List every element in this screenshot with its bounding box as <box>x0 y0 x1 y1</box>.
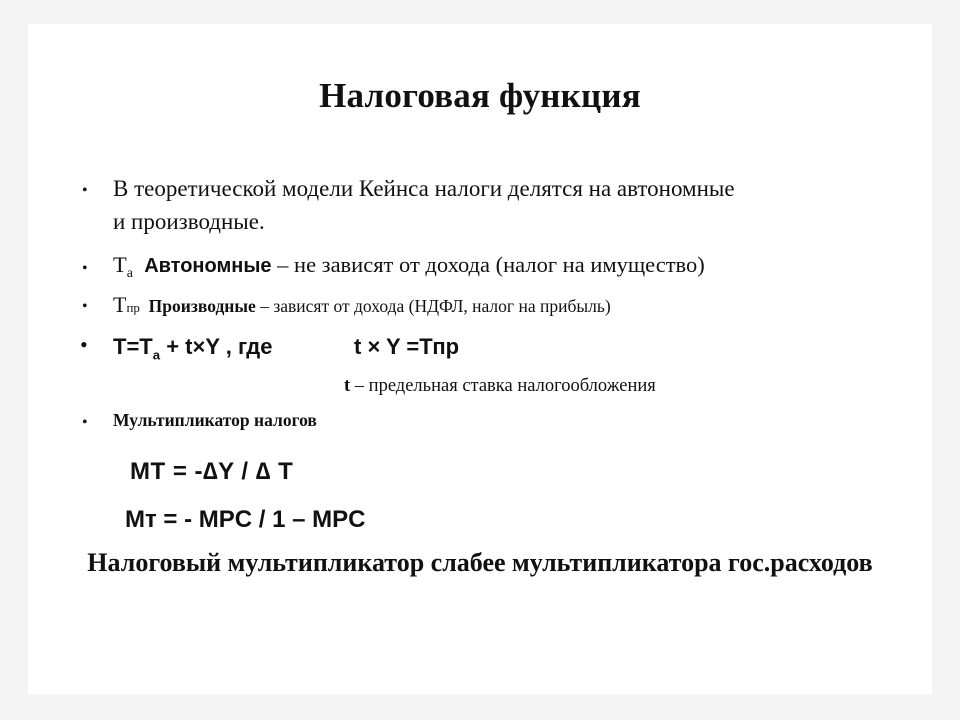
tax-autonomous-symbol: T <box>113 252 127 277</box>
bullet-3-marker: • <box>82 298 88 315</box>
multiplier-equation-2: Мт = - MPC / 1 – MPC <box>125 506 366 533</box>
autonomous-label: Автономные <box>144 255 272 277</box>
bullet-5-marker: • <box>82 414 88 431</box>
marginal-rate-note <box>344 376 656 397</box>
slide <box>28 24 932 694</box>
rate-symbol: t <box>344 376 351 396</box>
autonomous-description: – не зависят от дохода (налог на имущество) <box>271 252 705 277</box>
tax-derived-symbol: T <box>113 292 127 317</box>
slide-title: Налоговая функция <box>319 76 641 115</box>
bullet-4-marker: • <box>80 332 88 357</box>
derived-label: Производные <box>148 296 256 316</box>
tax-formula <box>113 334 272 362</box>
tax-autonomous-subscript: а <box>126 265 133 281</box>
formula-part2: + t×Y , где <box>160 334 273 359</box>
bullet-2-marker: • <box>82 260 88 277</box>
bullet-1-text-line1: В теоретической модели Кейнса налоги делятся на автономные <box>113 176 735 201</box>
formula-subscript: a <box>152 347 161 363</box>
tax-derived-subscript: пр <box>126 300 140 315</box>
bullet-3-text <box>113 292 611 318</box>
formula-part1: T=T <box>113 334 153 359</box>
formula-derived-tax: t × Y =Тпр <box>354 334 460 359</box>
bullet-1-text-line2: и производные. <box>113 209 265 234</box>
derived-description: – зависят от дохода (НДФЛ, налог на прибыль) <box>255 296 611 316</box>
bullet-1-marker: • <box>82 182 88 199</box>
conclusion-text: Налоговый мультипликатор слабее мультипликатора гос.расходов <box>87 548 873 577</box>
tax-multiplier-label: Мультипликатор налогов <box>113 410 317 430</box>
multiplier-equation-1: MT = -∆Y / ∆ T <box>130 458 294 485</box>
bullet-2-text <box>113 252 705 282</box>
rate-description: – предельная ставка налогообложения <box>350 376 656 396</box>
